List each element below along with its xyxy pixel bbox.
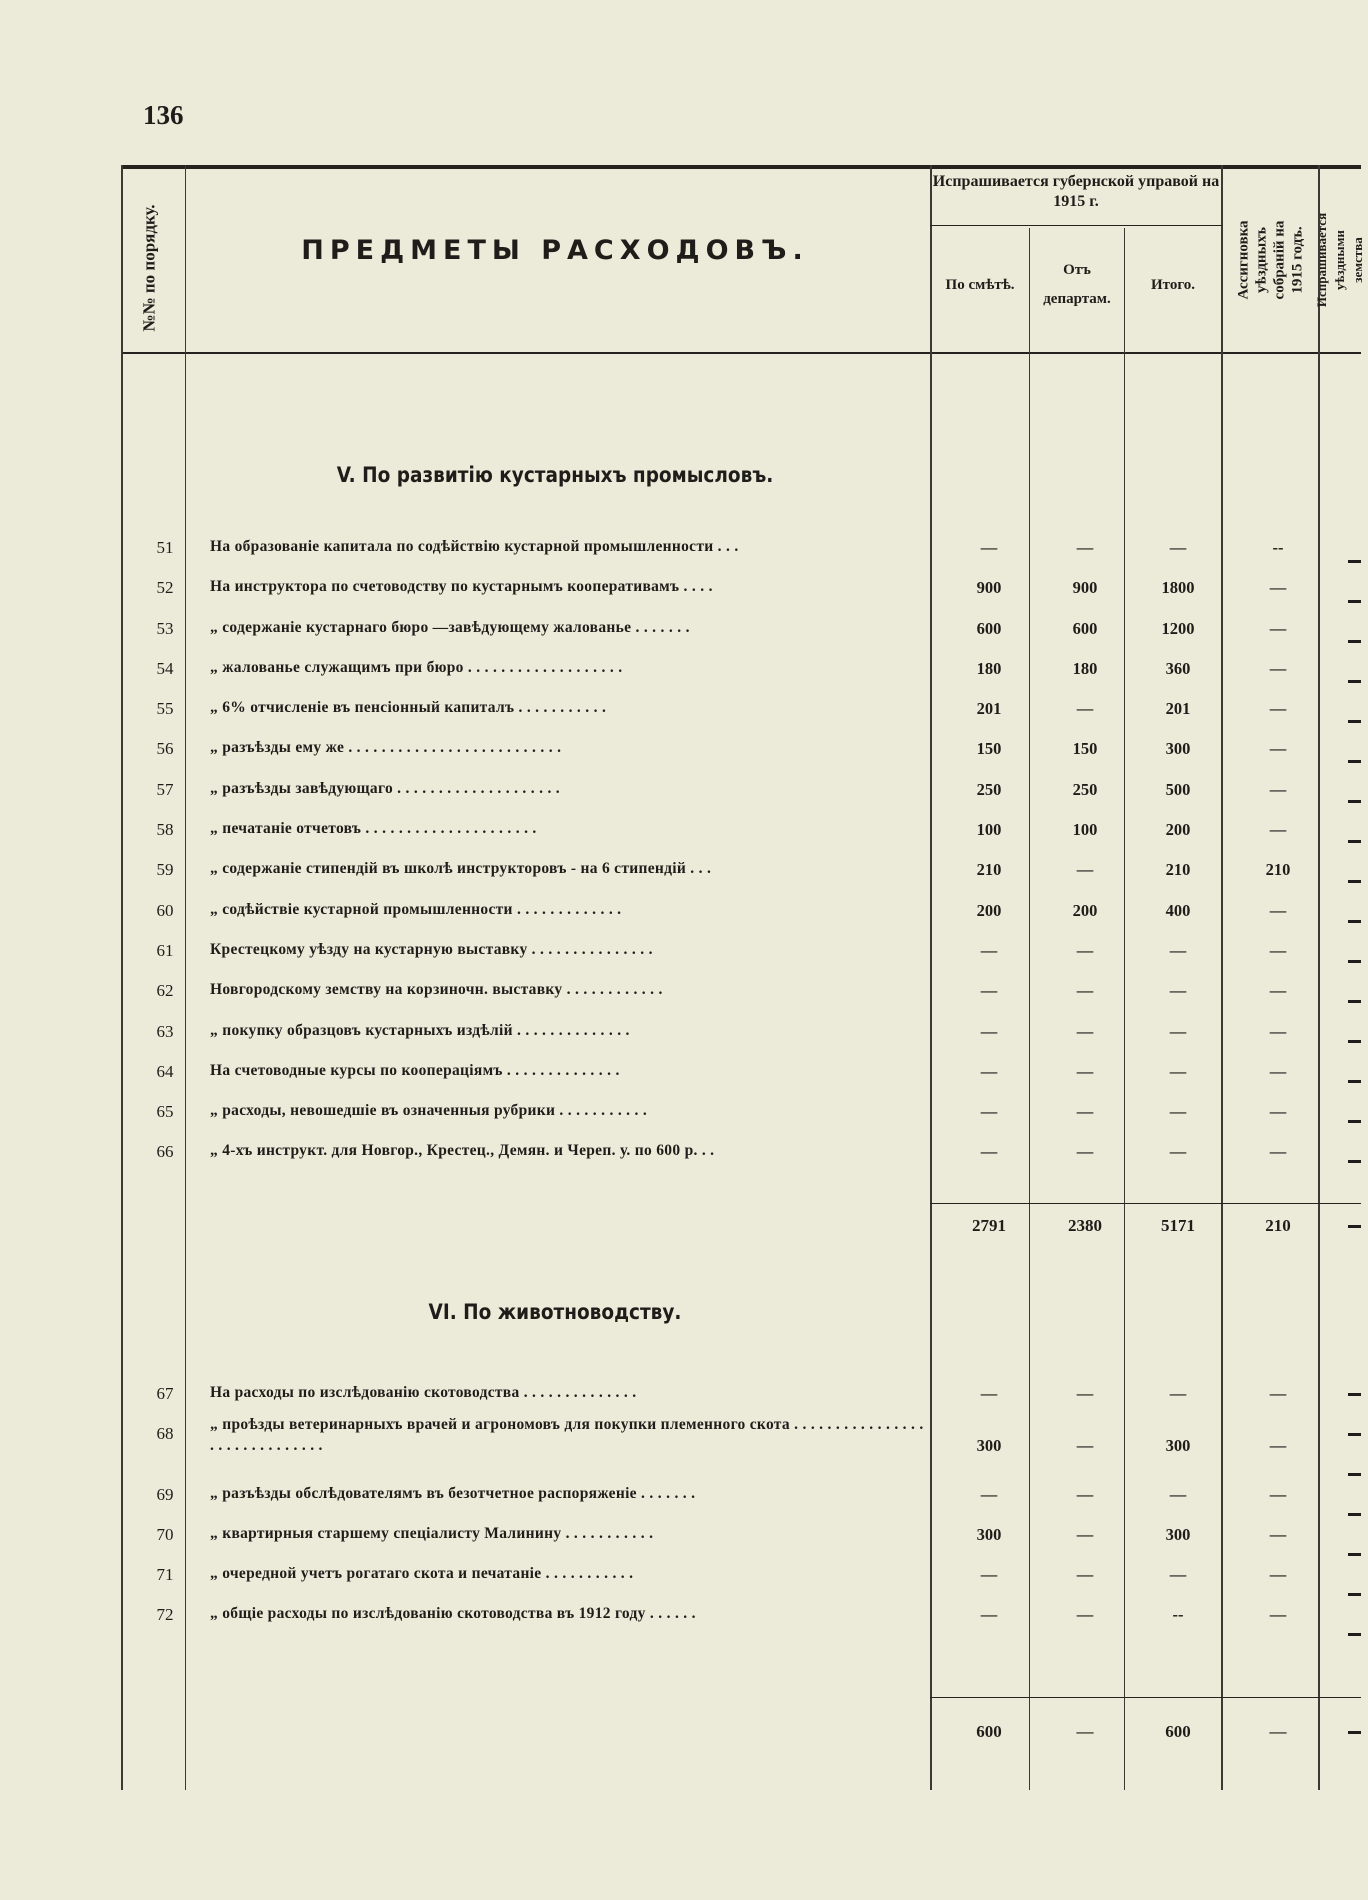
section-title: V. По развитію кустарныхъ промысловъ. [336,463,774,487]
total-uezd: — [1269,1722,1287,1741]
value-smeta: 210 [976,860,1002,879]
total-depart: — [1076,1722,1094,1741]
section5-sum-rule [930,1203,1361,1204]
value-uezd: — [1269,981,1287,1000]
row-number: 60 [156,901,174,920]
row-number: 68 [156,1424,174,1443]
value-smeta: 150 [976,739,1002,758]
row-number: 51 [156,538,174,557]
edge-dash [1348,560,1361,563]
row-description: „ квартирныя старшему спеціалисту Малинину . . . . . . . . . . . [210,1525,654,1542]
value-depart: 200 [1072,901,1098,920]
value-smeta: 300 [976,1436,1002,1455]
group-header-rule [930,225,1222,226]
value-total: 300 [1165,1525,1191,1544]
table-row [0,1016,1361,1048]
value-depart: 600 [1072,619,1098,638]
edge-dash [1348,1731,1361,1734]
value-depart: — [1076,1485,1094,1504]
column-header-number: №№ по порядку. [140,204,159,332]
edge-dash [1348,1080,1361,1083]
row-description: „ 6% отчисленіе въ пенсіонный капиталъ . . . . . . . . . . . [210,699,607,716]
value-total: 1200 [1161,619,1195,638]
edge-dash [1348,1120,1361,1123]
table-row [0,1599,1361,1631]
row-description: „ содержаніе стипендій въ школѣ инструкторовъ - на 6 стипендій . . . [210,860,712,877]
row-number: 65 [156,1102,174,1121]
row-number: 54 [156,659,174,678]
section-title: VI. По животноводству. [428,1300,682,1324]
value-smeta: — [980,1062,998,1081]
row-number: 55 [156,699,174,718]
column-header-depart: Отъ департам. [1043,262,1111,307]
value-smeta: — [980,1605,998,1624]
value-uezd: — [1269,619,1287,638]
table-row [0,1136,1361,1168]
value-uezd: — [1269,1485,1287,1504]
table-row [0,1559,1361,1591]
value-depart: — [1076,1384,1094,1403]
table-row [0,774,1361,806]
value-uezd: — [1269,820,1287,839]
value-uezd: — [1269,699,1287,718]
value-uezd: — [1269,1102,1287,1121]
total-smeta: 600 [976,1722,1002,1741]
row-description: „ содержаніе кустарнаго бюро —завѣдующему жалованье . . . . . . . [210,619,690,636]
total-smeta: 2791 [972,1216,1006,1235]
row-number: 66 [156,1142,174,1161]
row-number: 59 [156,860,174,879]
value-depart: 150 [1072,739,1098,758]
edge-dash [1348,640,1361,643]
value-depart: — [1076,538,1094,557]
table-row [0,975,1361,1007]
value-depart: — [1076,1062,1094,1081]
edge-dash [1348,1393,1361,1396]
row-description: На образованіе капитала по содѣйствію кустарной промышленности . . . [210,538,739,555]
value-uezd: — [1269,578,1287,597]
value-total: — [1169,1565,1187,1584]
edge-dash [1348,840,1361,843]
row-description: „ покупку образцовъ кустарныхъ издѣлій . . . . . . . . . . . . . . [210,1022,630,1039]
value-depart: — [1076,1605,1094,1624]
value-uezd: -- [1272,538,1284,557]
value-total: — [1169,1142,1187,1161]
edge-dash [1348,760,1361,763]
value-depart: — [1076,981,1094,1000]
edge-dash [1348,680,1361,683]
edge-dash [1348,960,1361,963]
value-smeta: — [980,538,998,557]
edge-dash [1348,880,1361,883]
value-uezd: — [1269,1384,1287,1403]
table-top-rule [122,165,1361,169]
value-uezd: — [1269,1142,1287,1161]
row-description: Крестецкому уѣзду на кустарную выставку . . . . . . . . . . . . . . . [210,941,653,958]
value-smeta: 900 [976,578,1002,597]
value-depart: — [1076,860,1094,879]
value-total: 500 [1165,780,1191,799]
value-depart: 100 [1072,820,1098,839]
edge-dash [1348,1000,1361,1003]
table-row [0,532,1361,564]
value-smeta: 250 [976,780,1002,799]
value-total: 300 [1165,739,1191,758]
row-number: 53 [156,619,174,638]
table-row [0,1056,1361,1088]
value-total: 200 [1165,820,1191,839]
row-description: „ печатаніе отчетовъ . . . . . . . . . . . . . . . . . . . . . [210,820,537,837]
value-total: — [1169,941,1187,960]
total-total: 5171 [1161,1216,1195,1235]
value-depart: — [1076,699,1094,718]
section-totals [0,1216,1361,1246]
row-description: На инструктора по счетоводству по кустарнымъ кооперативамъ . . . . [210,578,713,595]
value-smeta: 200 [976,901,1002,920]
row-number: 64 [156,1062,174,1081]
column-header-edge: Испрашивается уѣздными земства [1314,212,1366,308]
value-depart: — [1076,1436,1094,1455]
value-depart: — [1076,1565,1094,1584]
row-description: „ жалованье служащимъ при бюро . . . . . . . . . . . . . . . . . . . [210,659,623,676]
table-row [0,1096,1361,1128]
row-number: 62 [156,981,174,1000]
table-row [0,1416,1361,1455]
row-description: „ общіе расходы по изслѣдованію скотоводства въ 1912 году . . . . . . [210,1605,696,1622]
table-title: ПРЕДМЕТЫ РАСХОДОВЪ. [301,235,809,266]
value-uezd: — [1269,659,1287,678]
value-total: — [1169,981,1187,1000]
table-row [0,814,1361,846]
table-row [0,693,1361,725]
row-description: „ содѣйствіе кустарной промышленности . . . . . . . . . . . . . [210,901,622,918]
value-total: — [1169,1102,1187,1121]
table-row [0,935,1361,967]
value-total: 201 [1165,699,1191,718]
edge-dash [1348,1593,1361,1596]
value-depart: — [1076,1022,1094,1041]
edge-dash [1348,920,1361,923]
table-row [0,1378,1361,1410]
edge-dash [1348,1040,1361,1043]
table-row [0,895,1361,927]
row-description: „ 4-хъ инструкт. для Новгор., Крестец., Демян. и Череп. у. по 600 р. . . [210,1142,715,1159]
value-uezd: — [1269,1436,1287,1455]
value-smeta: — [980,1022,998,1041]
row-description: На счетоводные курсы по коопераціямъ . . . . . . . . . . . . . . [210,1062,620,1079]
row-number: 70 [156,1525,174,1544]
row-number: 52 [156,578,174,597]
row-number: 57 [156,780,174,799]
table-row [0,653,1361,685]
value-uezd: — [1269,1022,1287,1041]
value-total: 1800 [1161,578,1195,597]
value-total: 360 [1165,659,1191,678]
value-smeta: — [980,1384,998,1403]
section-totals [0,1722,1361,1752]
edge-dash [1348,1553,1361,1556]
column-header-smeta: По смѣтѣ. [945,277,1015,293]
value-total: — [1169,538,1187,557]
edge-dash [1348,1513,1361,1516]
value-smeta: — [980,1142,998,1161]
row-number: 61 [156,941,174,960]
row-description: Новгородскому земству на корзиночн. выставку . . . . . . . . . . . . [210,981,663,998]
row-description: „ расходы, невошедшіе въ означенныя рубрики . . . . . . . . . . . [210,1102,648,1119]
value-total: — [1169,1384,1187,1403]
value-uezd: — [1269,1062,1287,1081]
value-smeta: — [980,941,998,960]
value-depart: — [1076,1102,1094,1121]
total-total: 600 [1165,1722,1191,1741]
total-uezd: 210 [1265,1216,1291,1235]
edge-dash [1348,1160,1361,1163]
table-row [0,1519,1361,1551]
header-bottom-rule [122,352,1361,354]
row-number: 58 [156,820,174,839]
value-depart: — [1076,1142,1094,1161]
row-description: „ проѣзды ветеринарныхъ врачей и агрономовъ для покупки племенного скота . . . . . . . . . . . . . . . . . . . . . . . . . . . . . . [210,1416,924,1454]
edge-dash [1348,1433,1361,1436]
value-uezd: — [1269,1605,1287,1624]
edge-dash [1348,1633,1361,1636]
value-smeta: 201 [976,699,1002,718]
column-group-header: Испрашивается губернской управой на 1915 г. [932,173,1220,210]
value-uezd: — [1269,739,1287,758]
total-depart: 2380 [1068,1216,1102,1235]
value-smeta: — [980,981,998,1000]
value-smeta: — [980,1565,998,1584]
row-number: 69 [156,1485,174,1504]
edge-dash [1348,600,1361,603]
column-header-uezd: Ассигновка уѣздныхъ собраній на 1915 годъ. [1235,220,1306,300]
depart-column-rule [1124,228,1125,1790]
value-smeta: — [980,1485,998,1504]
page-number: 136 [143,100,184,130]
value-uezd: — [1269,1525,1287,1544]
value-total: 300 [1165,1436,1191,1455]
table-row [0,733,1361,765]
value-uezd: 210 [1265,860,1291,879]
row-number: 63 [156,1022,174,1041]
row-description: „ разъѣзды обслѣдователямъ въ безотчетное распоряженіе . . . . . . . [210,1485,696,1502]
row-description: На расходы по изслѣдованію скотоводства . . . . . . . . . . . . . . [210,1384,637,1401]
value-depart: 900 [1072,578,1098,597]
value-smeta: — [980,1102,998,1121]
row-number: 72 [156,1605,174,1624]
value-total: — [1169,1485,1187,1504]
row-number: 71 [156,1565,174,1584]
section6-sum-rule [930,1697,1361,1698]
value-uezd: — [1269,1565,1287,1584]
table-row [0,613,1361,645]
edge-dash [1348,1473,1361,1476]
value-smeta: 180 [976,659,1002,678]
edge-dash [1348,800,1361,803]
row-number: 67 [156,1384,174,1403]
smeta-column-rule [1029,228,1030,1790]
value-depart: 250 [1072,780,1098,799]
value-depart: — [1076,1525,1094,1544]
column-header-total: Итого. [1150,277,1196,293]
row-description: „ разъѣзды ему же . . . . . . . . . . . . . . . . . . . . . . . . . . [210,739,562,756]
value-uezd: — [1269,941,1287,960]
table-row [0,854,1361,886]
row-number: 56 [156,739,174,758]
edge-dash [1348,1225,1361,1228]
row-description: „ разъѣзды завѣдующаго . . . . . . . . . . . . . . . . . . . . [210,780,560,797]
value-smeta: 600 [976,619,1002,638]
value-total: 400 [1165,901,1191,920]
value-depart: — [1076,941,1094,960]
value-total: — [1169,1062,1187,1081]
row-description: „ очередной учетъ рогатаго скота и печатаніе . . . . . . . . . . . [210,1565,634,1582]
value-smeta: 100 [976,820,1002,839]
value-smeta: 300 [976,1525,1002,1544]
value-total: -- [1172,1605,1184,1624]
value-total: — [1169,1022,1187,1041]
value-uezd: — [1269,780,1287,799]
value-uezd: — [1269,901,1287,920]
value-total: 210 [1165,860,1191,879]
table-row [0,1479,1361,1511]
table-row [0,572,1361,604]
edge-dash [1348,720,1361,723]
value-depart: 180 [1072,659,1098,678]
